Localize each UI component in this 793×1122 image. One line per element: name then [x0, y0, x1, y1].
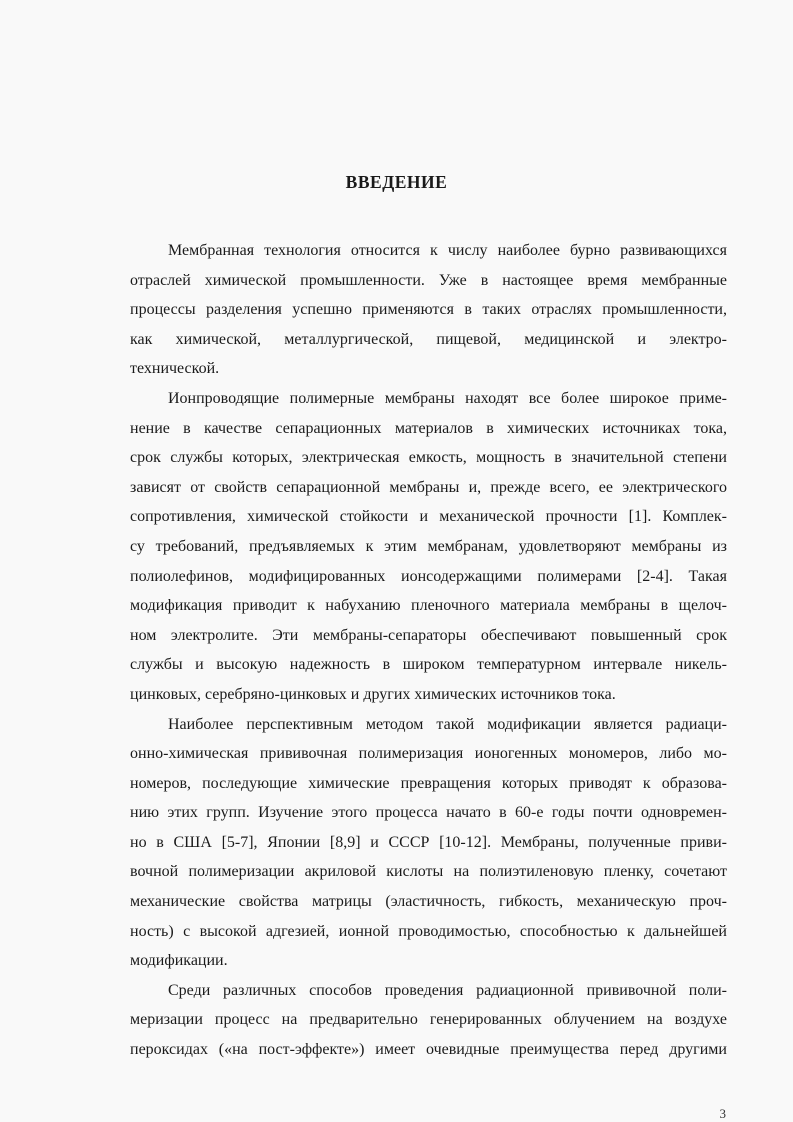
text-line: Мембранная технология относится к числу наиболее бурно развивающихся [168, 242, 727, 259]
paragraph-1 [130, 236, 727, 384]
text-line: модификация приводит к набуханию пленочного материала мембраны в щелоч- [130, 597, 727, 615]
text-line: пероксидах («на пост-эффекте») имеет очевидные преимущества перед другими [130, 1041, 727, 1059]
body-text [130, 236, 727, 1065]
page-number: 3 [719, 1106, 726, 1121]
text-line: службы и высокую надежность в широком температурном интервале никель- [130, 656, 727, 674]
text-line: ном электролите. Эти мембраны-сепараторы обеспечивают повышенный срок [130, 626, 727, 644]
text-line: нию этих групп. Изучение этого процесса начато в 60-е годы почти одновремен- [130, 804, 727, 822]
text-line: онно-химическая прививочная полимеризация ионогенных мономеров, либо мо- [130, 745, 727, 763]
paragraph-3 [130, 710, 727, 976]
text-line: процессы разделения успешно применяются в таких отраслях промышленности, [130, 301, 727, 319]
text-line: Ионпроводящие полимерные мембраны находят все более широкое приме- [168, 389, 727, 407]
text-line: отраслей химической промышленности. Уже в настоящее время мембранные [130, 271, 727, 289]
text-line: цинковых, серебряно-цинковых и других химических источников тока. [130, 685, 616, 703]
text-line: Среди различных способов проведения радиационной прививочной поли- [168, 981, 727, 999]
text-line: вочной полимеризации акриловой кислоты на полиэтиленовую пленку, сочетают [130, 863, 727, 881]
text-line: меризации процесс на предварительно генерированных облучением на воздухе [130, 1011, 727, 1029]
text-line: технической. [130, 360, 220, 378]
page-title: ВВЕДЕНИЕ [345, 172, 448, 192]
paragraph-2 [130, 384, 727, 710]
text-line: как химической, металлургической, пищевой, медицинской и электро- [130, 330, 727, 348]
text-line: су требований, предъявляемых к этим мембранам, удовлетворяют мембраны из [130, 537, 727, 555]
text-line: но в США [5-7], Японии [8,9] и СССР [10-12]. Мембраны, полученные приви- [130, 833, 727, 851]
text-line: номеров, последующие химические превращения которых приводят к образова- [130, 774, 727, 792]
paragraph-4 [130, 976, 727, 1065]
text-line: ность) с высокой адгезией, ионной проводимостью, способностью к дальнейшей [130, 922, 727, 940]
text-line: зависят от свойств сепарационной мембраны и, прежде всего, ее электрического [130, 478, 727, 496]
text-line: Наиболее перспективным методом такой модификации является радиаци- [168, 715, 727, 733]
text-line: сопротивления, химической стойкости и механической прочности [1]. Комплек- [130, 508, 727, 526]
text-line: механические свойства матрицы (эластичность, гибкость, механическую проч- [130, 893, 727, 911]
text-line: нение в качестве сепарационных материалов в химических источниках тока, [130, 419, 727, 437]
text-line: срок службы которых, электрическая емкость, мощность в значительной степени [130, 449, 727, 467]
text-line: полиолефинов, модифицированных ионсодержащими полимерами [2-4]. Такая [130, 567, 727, 585]
text-line: модификации. [130, 952, 228, 970]
